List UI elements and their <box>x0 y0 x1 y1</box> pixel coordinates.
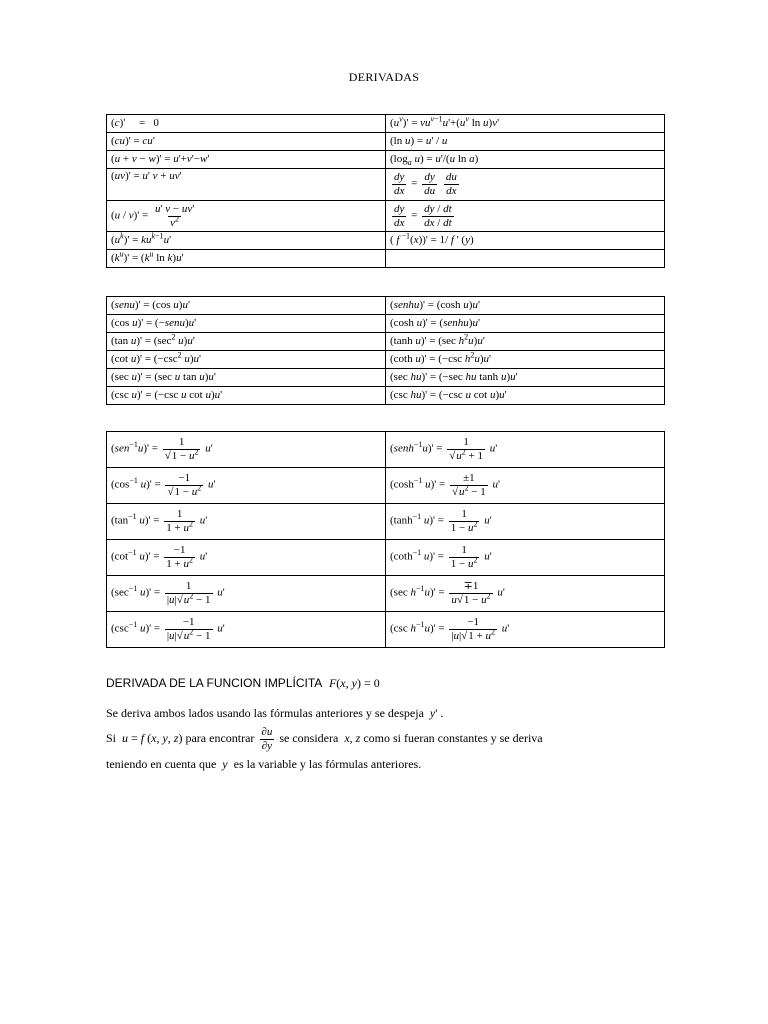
table-row <box>107 297 665 315</box>
formula-cell: (sec $h^{-1}u)'$ = $\frac{\mp 1}{u√1 - u^2}$ u' <box>386 576 665 612</box>
trig-derivatives-table <box>106 296 665 405</box>
implicit-line-1-math: y' . <box>429 706 444 720</box>
implicit-line-2-c: se considera <box>279 730 339 745</box>
formula-cell: (u + v − w)' = u'+v'−w' <box>107 151 386 169</box>
formula-cell: (c)' = 0 <box>107 115 386 133</box>
table-row <box>107 115 665 133</box>
implicit-line-1 <box>106 706 443 721</box>
table-row <box>107 369 665 387</box>
table-row <box>107 232 665 250</box>
implicit-line-3-b: es la variable y las fórmulas anteriores. <box>233 757 422 771</box>
table-row <box>107 250 665 268</box>
implicit-line-2-d: como si fueran constantes y se deriva <box>363 730 543 745</box>
formula-cell: (cu)' = cu' <box>107 133 386 151</box>
table-row <box>107 201 665 232</box>
formula-cell: ($\log_a$ u) = u'/(u ln a) <box>386 151 665 169</box>
formula-cell: (tan $u)' = (\sec^2$ u)u' <box>107 333 386 351</box>
formula-cell: $\frac{dy}{dx}$ = $\frac{dy}{du}$ $\frac{du}{dx}$ <box>386 169 665 201</box>
formula-cell: ($\csc^{-1}$ u)' = $\frac{-1}{|u|√u^2 - 1}$ u' <box>107 612 386 648</box>
formula-cell: ($\tanh^{-1}$ u)' = $\frac{1}{1 - u^2}$ u' <box>386 504 665 540</box>
formula-cell: $(k^u)' = (k^u$ ln k)u' <box>107 250 386 268</box>
page-title: DERIVADAS <box>348 70 420 84</box>
formula-cell: (senhu)' = (cosh u)u' <box>386 297 665 315</box>
formula-cell: ($\tan^{-1}$ u)' = $\frac{1}{1 + u^2}$ u' <box>107 504 386 540</box>
formula-cell: $\frac{dy}{dx}$ = $\frac{dy / dt}{dx / dt}$ <box>386 201 665 232</box>
table-row <box>107 540 665 576</box>
table-row <box>107 468 665 504</box>
formula-cell: (csc u)' = (−csc u cot u)u' <box>107 387 386 405</box>
formula-cell: (senu)' = (cos u)u' <box>107 297 386 315</box>
basic-derivatives-table <box>106 114 665 268</box>
formula-cell: (cos u)' = (−senu)u' <box>107 315 386 333</box>
formula-cell: (sen$^{-1}$u)' = $\frac{1}{√1 - u^2}$ u' <box>107 432 386 468</box>
table-row <box>107 315 665 333</box>
partial-fraction: $\frac{\partial u}{\partial y}$ <box>261 726 273 752</box>
implicit-line-3-a: teniendo en cuenta que <box>106 757 217 771</box>
implicit-line-2-a: Si <box>106 730 117 745</box>
formula-cell: (ln u) = u' / u <box>386 133 665 151</box>
formula-cell: (csc $h^{-1}u)'$ = $\frac{-1}{|u|√1 + u^2}$ u' <box>386 612 665 648</box>
implicit-line-2-b: para encontrar <box>185 730 255 745</box>
implicit-line-2-func: u = f (x, y, z) <box>122 730 183 745</box>
formula-cell: (cot $u)' = (-\csc^2$ u)u' <box>107 351 386 369</box>
table-row <box>107 576 665 612</box>
inverse-derivatives-table <box>106 431 665 648</box>
formula-cell: (uv)' = u' v + uv' <box>107 169 386 201</box>
formula-cell: ($\cosh^{-1}$ u)' = $\frac{\pm 1}{√u^2 - 1}$ u' <box>386 468 665 504</box>
formula-cell: (cosh u)' = (senhu)u' <box>386 315 665 333</box>
formula-cell: (coth u)' = (−csc $h^2u)u'$ <box>386 351 665 369</box>
implicit-line-2 <box>106 726 543 752</box>
table-row <box>107 169 665 201</box>
table-row <box>107 151 665 169</box>
formula-cell: (sec hu)' = (−sec hu tanh u)u' <box>386 369 665 387</box>
table-row <box>107 333 665 351</box>
formula-cell: (senh$^{-1}$u)' = $\frac{1}{√u^2 + 1}$ u' <box>386 432 665 468</box>
formula-cell: (csc hu)' = (−csc u cot u)u' <box>386 387 665 405</box>
formula-cell: $(u^k)' = ku^{k-1}u'$ <box>107 232 386 250</box>
implicit-heading-text: DERIVADA DE LA FUNCION IMPLÍCITA <box>106 676 322 690</box>
formula-cell: ($\cot^{-1}$ u)' = $\frac{-1}{1 + u^2}$ u' <box>107 540 386 576</box>
implicit-equation: F(x, y) = 0 <box>328 676 380 690</box>
implicit-line-3 <box>106 757 421 772</box>
table-row <box>107 504 665 540</box>
implicit-line-3-var: y <box>222 757 228 771</box>
implicit-heading <box>106 676 380 691</box>
formula-cell: (tanh u)' = (sec $h^2u)u'$ <box>386 333 665 351</box>
formula-cell: $(u^v)' = vu^{v-1}u'+(u^v$ ln u)v' <box>386 115 665 133</box>
table-row <box>107 432 665 468</box>
implicit-line-2-vars: x, z <box>344 730 361 745</box>
formula-cell: ($\cos^{-1}$ u)' = $\frac{-1}{√1 - u^2}$ u' <box>107 468 386 504</box>
table-row <box>107 612 665 648</box>
formula-cell: (u / v)' = $\frac{u' v - uv'}{v^2}$ <box>107 201 386 232</box>
implicit-line-1-text: Se deriva ambos lados usando las fórmulas anteriores y se despeja <box>106 706 424 720</box>
formula-cell: ($\sec^{-1}$ u)' = $\frac{1}{|u|√u^2 - 1}$ u' <box>107 576 386 612</box>
formula-cell: (coth$^{-1}$ u)' = $\frac{1}{1 - u^2}$ u' <box>386 540 665 576</box>
table-row <box>107 351 665 369</box>
formula-cell: ( f $^{-1}$(x))' = 1/ f ' (y) <box>386 232 665 250</box>
table-row <box>107 133 665 151</box>
table-row <box>107 387 665 405</box>
formula-cell: (sec u)' = (sec u tan u)u' <box>107 369 386 387</box>
formula-cell <box>386 250 665 268</box>
